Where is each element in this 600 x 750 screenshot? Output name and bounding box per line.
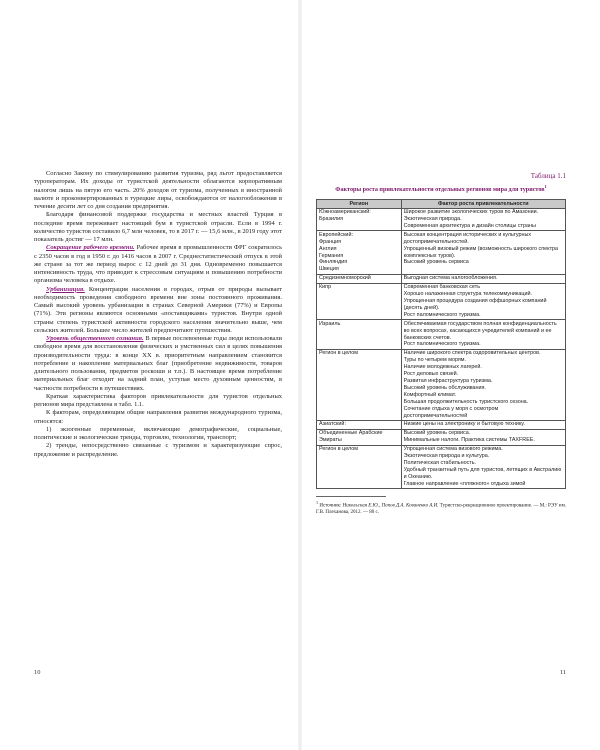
region-cell <box>317 445 402 488</box>
paragraph-text: Благодаря финансовой поддержке государства и местных властей Турция в последние время переживает настоящий бум в туристской отрасли. Если в 1994 г. количество туристов составило 6,7 млн человек, то в 2017 г. — 15,6 млн., в 2019 году этот показатель достиг — 17 млн. <box>34 211 282 243</box>
factor-cell <box>401 208 565 231</box>
paragraph-term: Урбанизация. <box>46 285 85 293</box>
paragraph <box>34 244 282 285</box>
table-row <box>317 283 566 320</box>
paragraph-text: К факторам, определяющим общие направления развития международного туризма, относятся: <box>34 409 282 425</box>
region-cell <box>317 231 402 274</box>
footnote-mark: 1 <box>316 500 319 506</box>
footnote-text: Туристско-рекреационное проектирование. — М.: РЭУ им. Г.В. Плеханова, 2012. — 80 с. <box>316 503 567 516</box>
table-row <box>317 208 566 231</box>
paragraph <box>34 393 282 410</box>
factor-text: Широкое развитие экологических туров по Амазонии. Экзотическая природа. Современная архитектура и дизайн столицы страны <box>403 209 539 229</box>
paragraph-text: Рабочее время в промышленности ФРГ сократилось с 2350 часов в год в 1950 г. до 1416 часов в 2007 г. Среднестатистический отпуск в этой же стране за тот же период вырос с 12 дней до 31 дня. Одновременно повышается интенсивность труда, что приводит к стрессовым ситуациям и повышению потребности организма человека в отдыхе. <box>34 244 282 285</box>
left-page-body <box>34 170 282 459</box>
table-row <box>317 274 566 283</box>
paragraph-text: Концентрация населения в городах, отрыв от природы вызывает необходимость проведения свободного времени вне зоны постоянного проживания. Самый высокий уровень урбанизации в странах Северной Америки (77%) и Европы (71%). Эти регионы являются основными «поставщиками» туристов. Внутри одной страны степень туристской активности городского населения значительно выше, чем сельских жителей. Большее число жителей предпочитают путешествия. <box>34 285 282 334</box>
footnote-authors: Никольская Е.Ю., Попов Д.А. Кованенко А.И. <box>342 503 439 509</box>
factor-cell <box>401 349 565 420</box>
factor-text: Наличие широкого спектра оздоровительных центров. Туры по четырем морям. Наличие молодежных лагерей. Рост деловых связей. Развитая инфраструктура туризма. Высокий уровень обслуживания. Комфортный климат. Большая продолжительность туристского сезона. Сочетание отдыха у моря с осмотром достопримечательностей <box>403 350 541 419</box>
footnote-label: Источник: <box>319 503 342 509</box>
factor-text: Высокая концентрация исторических и культурных достопримечательностей. Упрощенный визовый режим (возможность широкого спектра комплексных туров). Высокий уровень сервиса <box>403 231 559 266</box>
region-cell <box>317 274 402 283</box>
page-number-right: 11 <box>559 669 566 676</box>
factor-cell <box>401 231 565 274</box>
region-text: Объединенные Арабские Эмираты <box>319 430 383 444</box>
factor-cell <box>401 283 565 320</box>
region-text: Средиземноморский <box>319 275 371 282</box>
factor-cell <box>401 274 565 283</box>
paragraph-term: Уровень общественного сознания. <box>46 335 144 342</box>
factor-cell <box>401 420 565 429</box>
paragraph-text: В первые послевоенные годы люди использовали свободное время для восстановления физических и умственных сил в целях повышения производительности труда: в конце XX в. приоритетным направлением становится потребление и накопление материальных благ (приобретение недвижимости, товаров длительного пользования, предметов роскоши и т.п.). В настоящее время потребление материальных благ отходит на задний план, уступая место духовным ценностям, в частности потребности в путешествиях. <box>34 335 283 392</box>
column-header-factor: Фактор роста привлекательности <box>401 199 565 208</box>
column-header-region: Регион <box>317 199 402 208</box>
factor-text: Выгодная система налогообложения. <box>403 275 498 282</box>
region-text: Регион в целом <box>319 446 358 453</box>
factor-text: Обеспечиваемая государством полная конфиденциальность во всех вопросах, касающихся учредителей компаний и ее банковских счетов. Рост паломнического туризма. <box>403 320 557 348</box>
region-text: Азиатский: <box>319 421 346 428</box>
table-title <box>316 183 566 195</box>
paragraph <box>34 170 282 211</box>
right-page <box>300 0 600 750</box>
region-cell <box>317 420 402 429</box>
factor-text: Упрощенная система визового режима. Экзотическая природа и культура. Политическая стабильность. Удобный транзитный путь для туристов, летящих в Австралию и Океанию. Главное направление «пляжного» отдыха зимой <box>403 446 562 487</box>
region-cell <box>317 283 402 320</box>
table-row <box>317 420 566 429</box>
factor-text: Высокий уровень сервиса. Минимальные налоги. Практика системы TAXFREE. <box>403 430 535 444</box>
region-text: Южноамериканский: Бразилия <box>319 209 371 223</box>
factors-table <box>316 199 566 489</box>
region-text: Регион в целом <box>319 350 358 357</box>
paragraph <box>34 409 282 426</box>
footnote <box>316 500 566 516</box>
table-row <box>317 429 566 445</box>
page-number-left: 10 <box>34 669 41 676</box>
factor-text: Современная банковская сеть Хорошо налаженная структура телекоммуникаций. Упрощенная процедура создания оффшорных компаний (десять дней). Рост паломнического туризма. <box>403 284 547 318</box>
paragraph-term: Сокращение рабочего времени. <box>46 244 135 252</box>
table-row <box>317 349 566 420</box>
table-row <box>317 320 566 350</box>
factor-text: Низкие цены на электронику и бытовую технику. <box>403 421 525 428</box>
region-text: Европейский: Франция Англия Германия Финляндия Швеция <box>319 231 353 273</box>
paragraph <box>34 442 282 459</box>
paragraph-text: Краткая характеристика факторов привлекательности для туристов отдельных регионов мира представлена в табл. 1.1. <box>34 392 282 408</box>
region-cell <box>317 429 402 445</box>
paragraph <box>34 286 282 336</box>
table-title-footnote-mark: 1 <box>544 184 547 189</box>
paragraph-text: Согласно Закону по стимулированию развития туризма, ряд льгот предоставляется туроператорам. Их доходы от туристской деятельности облагаются корпоративным налогом лишь на пятую его часть. 20% доходов от туризма, полученных в иностранной валюте и проконвертированных в турецкие лиры, освобождаются от налогообложения в течение десяти лет со дня создания предприятия. <box>34 170 282 210</box>
paragraph <box>34 335 282 393</box>
paragraph <box>34 426 282 443</box>
factor-cell <box>401 320 565 350</box>
paragraph-text: 2) тренды, непосредственно связанные с туризмом и характеризующие спрос, предложение и распределение. <box>34 442 282 458</box>
region-cell <box>317 320 402 350</box>
factor-cell <box>401 429 565 445</box>
table-caption: Таблица 1.1 <box>530 172 566 180</box>
region-text: Израиль <box>319 320 341 327</box>
table-header-row <box>317 199 566 208</box>
region-text: Кипр <box>319 284 332 291</box>
table-row <box>317 445 566 488</box>
paragraph <box>34 211 282 244</box>
region-cell <box>317 349 402 420</box>
table-title-text: Факторы роста привлекательности отдельных регионов мира для туристов <box>335 187 545 194</box>
factor-cell <box>401 445 565 488</box>
region-cell <box>317 208 402 231</box>
footnote-divider <box>316 496 386 497</box>
table-body <box>317 208 566 488</box>
table-row <box>317 231 566 274</box>
paragraph-text: 1) экзогенные переменные, включающие демографические, социальные, политические и экологические тренды, торговлю, технологии, транспорт; <box>34 425 282 441</box>
